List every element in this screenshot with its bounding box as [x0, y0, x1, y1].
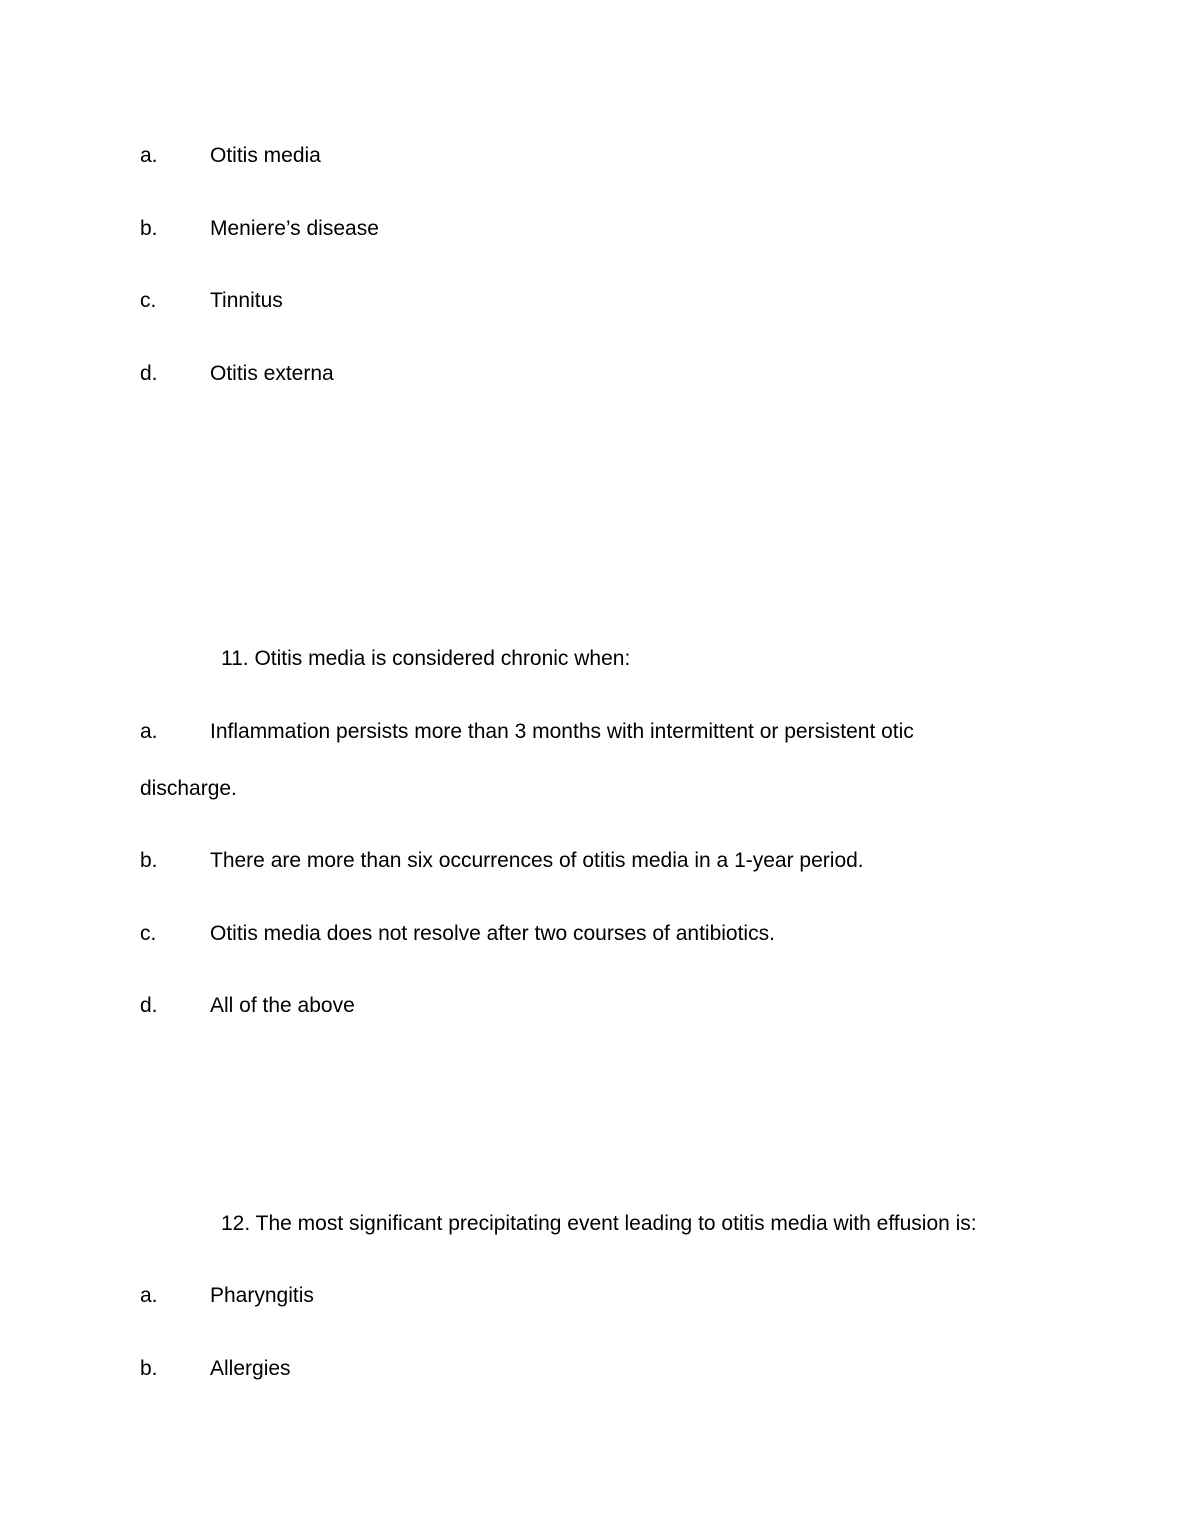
- option-letter: b.: [140, 217, 158, 240]
- option-text: Pharyngitis: [210, 1284, 314, 1307]
- option-letter: a.: [140, 144, 158, 167]
- option-text: All of the above: [210, 994, 355, 1017]
- option-text: Otitis media does not resolve after two courses of antibiotics.: [210, 922, 775, 945]
- option-text: Otitis media: [210, 144, 321, 167]
- option-letter: b.: [140, 849, 158, 872]
- option-text: Allergies: [210, 1357, 291, 1380]
- option-text: Otitis externa: [210, 362, 334, 385]
- option-letter: d.: [140, 994, 158, 1017]
- option-text-continuation: discharge.: [140, 777, 237, 800]
- option-text: Inflammation persists more than 3 months with intermittent or persistent otic: [210, 720, 914, 743]
- option-letter: b.: [140, 1357, 158, 1380]
- option-letter: a.: [140, 720, 158, 743]
- option-letter: a.: [140, 1284, 158, 1307]
- question-12-text: 12. The most significant precipitating event leading to otitis media with effusion is:: [221, 1212, 977, 1235]
- option-text: Tinnitus: [210, 289, 283, 312]
- option-text: Meniere’s disease: [210, 217, 379, 240]
- option-letter: c.: [140, 922, 157, 945]
- option-letter: c.: [140, 289, 157, 312]
- question-11-text: 11. Otitis media is considered chronic when:: [221, 647, 631, 670]
- option-text: There are more than six occurrences of otitis media in a 1-year period.: [210, 849, 864, 872]
- option-letter: d.: [140, 362, 158, 385]
